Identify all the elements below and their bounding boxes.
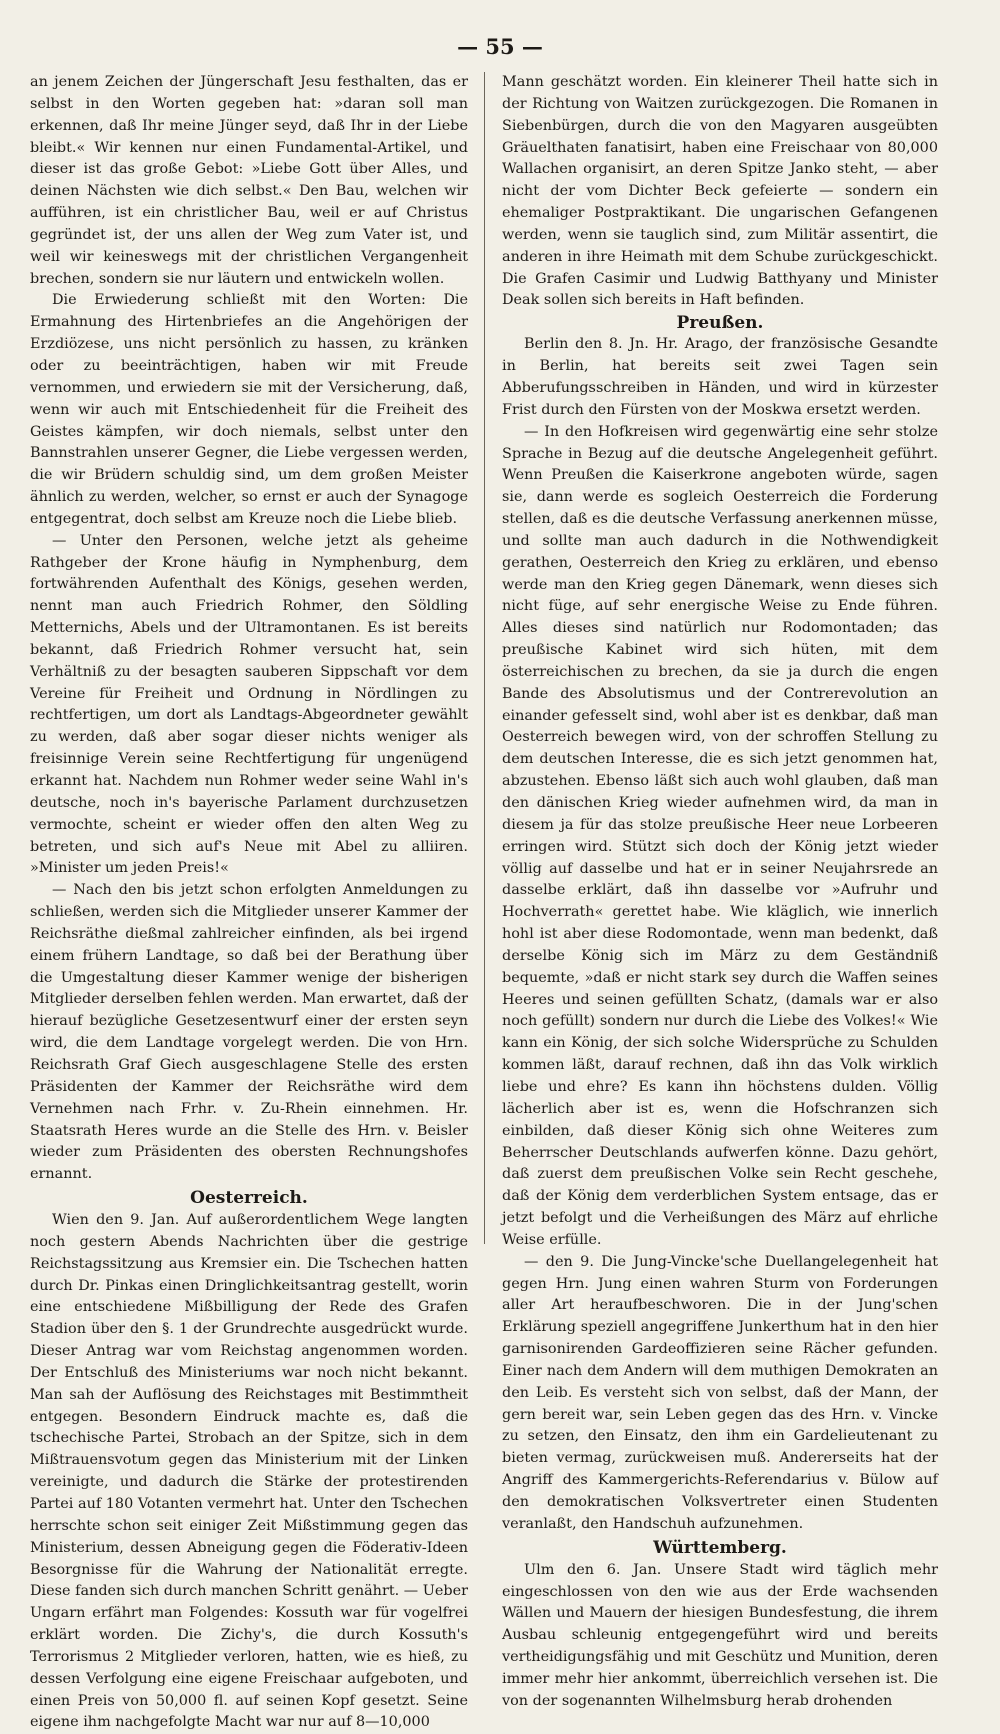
left-paragraph-5: Wien den 9. Jan. Auf außerordentlichem Wege langten noch gestern Abends Nachrichten über die gestrige Reichstagssitzung aus Kremsier ein. Die Tschechen hatten durch Dr. Pinkas einen Dringlichkeitsantrag gestellt, worin eine entschiedene Mißbilligung der Rede des Grafen Stadion über den §. 1 der Grundrechte ausgedrückt wurde. Dieser Antrag war vom Reichstag angenommen worden. Der Entschluß des Ministeriums war noch nicht bekannt. Man sah der Auflösung des Reichstages mit Bestimmtheit entgegen. Besondern Eindruck machte es, daß die tschechische Partei, Strobach an der Spitze, sich in dem Mißtrauensvotum gegen das Ministerium mit der Linken vereinigte, und dadurch die Stärke der protestirenden Partei auf 180 Votanten vermehrt hat. Unter den Tschechen herrschte schon seit einiger Zeit Mißstimmung gegen das Ministerium, dessen Abneigung gegen die Föderativ-Ideen Besorgnisse für die Wahrung der Nationalität erregte. Diese fanden sich durch manchen Schritt genährt. — Ueber Ungarn erfährt man Folgendes: Kossuth war für vogelfrei erklärt worden. Die Zichy's, die durch Kossuth's Terrorismus 2 Mitglieder verloren, hatten, wie es hieß, zu dessen Verfolgung eine eigene Freischaar aufgeboten, und einen Preis von 50,000 fl. auf seinen Kopf gesetzt. Seine eigene ihm nachgefolgte Macht war nur auf 8—10,000 bbox=[30, 1212, 468, 1731]
section-heading-oesterreich: Oesterreich. bbox=[190, 1188, 308, 1209]
right-paragraph-2: Berlin den 8. Jn. Hr. Arago, der französische Gesandte in Berlin, hat bereits seit zwei Tagen sein Abberufungsschreiben in Händen, und wird in kürzester Frist durch den Fürsten von der Moskwa ersetzt werden. bbox=[502, 336, 938, 418]
left-paragraph-4: — Nach den bis jetzt schon erfolgten Anmeldungen zu schließen, werden sich die Mitglieder unserer Kammer der Reichsräthe dießmal zahlreicher einfinden, als bei irgend einem frühern Landtage, so daß bei der Berathung über die Umgestaltung dieser Kammer wenige der bisherigen Mitglieder derselben fehlen werden. Man erwartet, daß der hierauf bezügliche Gesetzesentwurf einer der ersten seyn wird, die dem Landtage vorgelegt werden. Die von Hrn. Reichsrath Graf Giech ausgeschlagene Stelle des ersten Präsidenten der Kammer der Reichsräthe wird dem Vernehmen nach Frhr. v. Zu-Rhein einnehmen. Hr. Staatsrath Heres wurde an die Stelle des Hrn. v. Beisler wieder zum Präsidenten des obersten Rechnungshofes ernannt. bbox=[30, 882, 468, 1183]
right-paragraph-3: — In den Hofkreisen wird gegenwärtig eine sehr stolze Sprache in Bezug auf die deutsche Angelegenheit geführt. Wenn Preußen die Kaiserkrone angeboten würde, sagen sie, dann werde es sogleich Oesterreich die Forderung stellen, daß es die deutsche Verfassung anerkennen müsse, und sollte man auch dadurch in die Nothwendigkeit gerathen, Oesterreich den Krieg zu erklären, und ebenso werde man den Krieg gegen Dänemark, wenn dieses sich nicht füge, auf sehr energische Weise zu Ende führen. Alles dieses sind natürlich nur Rodomontaden; das preußische Kabinet wird sich hüten, mit dem österreichischen zu brechen, da sie ja durch die engen Bande des Absolutismus und der Contrerevolution an einander gefesselt sind, wohl aber ist es denkbar, daß man Oesterreich bewegen wird, von der schroffen Stellung zu dem deutschen Interesse, die es sich jetzt genommen hat, abzustehen. Ebenso läßt sich auch wohl glauben, daß man den dänischen Krieg wieder aufnehmen wird, da man in diesem ja für das stolze preußische Heer neue Lorbeeren erringen wird. Stützt sich doch der König jetzt wieder völlig auf dasselbe und hat er in seiner Neujahrsrede an dasselbe erklärt, daß ihn dasselbe vor »Aufruhr und Hochverrath« gerettet habe. Wie kläglich, wie innerlich hohl ist aber diese Rodomontade, wenn man bedenkt, daß derselbe König sich im März zu dem Geständniß bequemte, »daß er nicht stark sey durch die Waffen seines Heeres und seinen gefüllten Schatz, (damals war er also noch gefüllt) sondern nur durch die Liebe des Volkes!« Wie kann ein König, der sich solche Widersprüche zu Schulden kommen läßt, darauf rechnen, daß ihn das Volk wirklich liebe und ehre? Es kann ihn höchstens dulden. Völlig lächerlich aber ist es, wenn die Hofschranzen sich einbilden, daß dieser König sich ohne Weiteres zum Beherrscher Deutschlands aufwerfen könne. Dazu gehört, daß zuerst dem preußischen Volke sein Recht geschehe, daß der König dem verderblichen System entsage, das er jetzt befolgt und die Verheißungen des März auf ehrliche Weise erfülle. bbox=[502, 423, 938, 1248]
right-paragraph-5: Ulm den 6. Jan. Unsere Stadt wird täglich mehr eingeschlossen von den wie aus der Erde wachsenden Wällen und Mauern der hiesigen Bundesfestung, die ihrem Ausbau schleunig entgegengeführt wird und bereits vertheidigungsfähig und mit Geschütz und Munition, deren immer mehr hier ankommt, überreichlich versehen ist. Die von der sogenannten Wilhelmsburg herab drohenden bbox=[502, 1561, 938, 1709]
left-paragraph-3: — Unter den Personen, welche jetzt als geheime Rathgeber der Krone häufig in Nymphenburg, dem fortwährenden Aufenthalt des Königs, gesehen werden, nennt man auch Friedrich Rohmer, den Söldling Metternichs, Abels und der Ultramontanen. Es ist bereits bekannt, daß Friedrich Rohmer versucht hat, sein Verhältniß zu der besagten sauberen Sippschaft vor dem Vereine für Freiheit und Ordnung in Nördlingen zu rechtfertigen, um dort als Landtags-Abgeordneter gewählt zu werden, daß aber sogar dieser nichts weniger als freisinnige Verein seine Rechtfertigung für ungenügend erkannt hat. Nachdem nun Rohmer weder seine Wahl in's deutsche, noch in's bayerische Parlament durchzusetzen vermochte, scheint er wieder offen den alten Weg zu betreten, und sich auf's Neue mit Abel zu alliiren. »Minister um jeden Preis!« bbox=[30, 532, 468, 877]
right-column bbox=[502, 72, 938, 1713]
section-heading-wuerttemberg: Württemberg. bbox=[653, 1537, 787, 1558]
left-paragraph-1: an jenem Zeichen der Jüngerschaft Jesu festhalten, das er selbst in den Worten gegeben hat: »daran soll man erkennen, daß Ihr meine Jünger seyd, daß Ihr in der Liebe bleibt.« Wir kennen nur einen Fundamental-Artikel, und dieser ist das große Gebot: »Liebe Gott über Alles, und deinen Nächsten wie dich selbst.« Den Bau, welchen wir aufführen, ist ein christlicher Bau, weil er auf Christus gegründet ist, der uns allen der Weg zum Vater ist, und weil wir keineswegs mit der christlichen Vergangenheit brechen, sondern sie nur läutern und entwickeln wollen. bbox=[30, 74, 468, 287]
column-divider bbox=[484, 72, 485, 1244]
left-column bbox=[30, 72, 468, 1734]
page-number: — 55 — bbox=[457, 34, 543, 59]
left-paragraph-2: Die Erwiederung schließt mit den Worten: Die Ermahnung des Hirtenbriefes an die Angehörigen der Erzdiözese, uns nicht persönlich zu hassen, zu kränken oder zu beeinträchtigen, haben wir mit Freude vernommen, und erwiedern sie mit der Versicherung, daß, wenn wir auch mit Entschiedenheit für die Freiheit des Geistes kämpfen, wir doch niemals, selbst unter den Bannstrahlen unserer Gegner, die Liebe vergessen werden, die wir Brüdern schuldig sind, um dem großen Meister ähnlich zu werden, welcher, so ernst er auch der Synagoge entgegentrat, doch selbst am Kreuze noch die Liebe blieb. bbox=[30, 292, 468, 527]
section-heading-preussen: Preußen. bbox=[676, 313, 764, 334]
right-paragraph-1: Mann geschätzt worden. Ein kleinerer Theil hatte sich in der Richtung von Waitzen zurückgezogen. Die Romanen in Siebenbürgen, durch die von den Magyaren ausgeübten Gräuelthaten fanatisirt, haben eine Freischaar von 80,000 Wallachen organisirt, an deren Spitze Janko steht, — aber nicht der vom Dichter Beck gefeierte — sondern ein ehemaliger Postpraktikant. Die ungarischen Gefangenen werden, wenn sie tauglich sind, zum Militär assentirt, die anderen in ihre Heimath mit dem Schube zurückgeschickt. Die Grafen Casimir und Ludwig Batthyany und Minister Deak sollen sich bereits in Haft befinden. bbox=[502, 74, 938, 309]
right-paragraph-4: — den 9. Die Jung-Vincke'sche Duellangelegenheit hat gegen Hrn. Jung einen wahren Sturm von Forderungen aller Art heraufbeschworen. Die in der Jung'schen Erklärung speziell angegriffene Junkerthum hat in den hier garnisonirenden Gardeoffizieren seine Rächer gefunden. Einer nach dem Andern will dem muthigen Demokraten an den Leib. Es versteht sich von selbst, daß der Mann, der gern bereit war, sein Leben gegen das des Hrn. v. Vincke zu setzen, den Einsatz, den ihm ein Gardelieutenant zu bieten vermag, zurückweisen muß. Andererseits hat der Angriff des Kammergerichts-Referendarius v. Bülow auf den demokratischen Volksvertreter einen Studenten veranlaßt, den Handschuh aufzunehmen. bbox=[502, 1253, 938, 1532]
